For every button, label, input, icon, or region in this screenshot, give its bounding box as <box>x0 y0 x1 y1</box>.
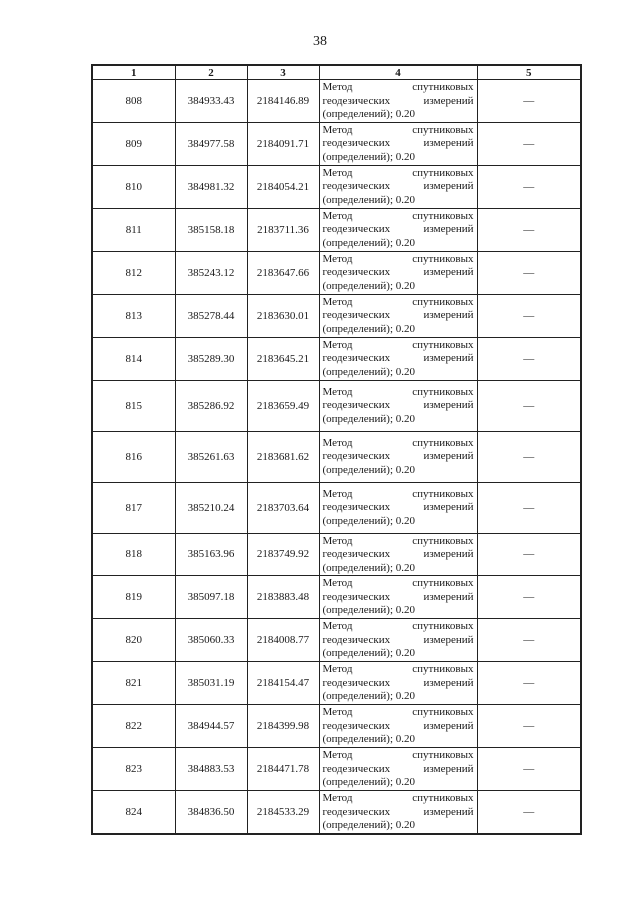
method-cell <box>319 165 477 208</box>
method-word: геодезических <box>322 548 391 560</box>
y-coordinate-cell: 2184399.98 <box>247 705 319 748</box>
coordinates-table-container <box>91 64 580 835</box>
method-cell <box>319 705 477 748</box>
method-word: спутниковых <box>412 436 474 449</box>
method-accuracy: (определений); 0.20 <box>322 561 416 574</box>
y-coordinate-cell: 2184008.77 <box>247 619 319 662</box>
x-coordinate-cell: 385060.33 <box>175 619 247 662</box>
method-word: геодезических <box>322 450 391 463</box>
header-col-3: 3 <box>247 65 319 80</box>
method-word: геодезических <box>322 633 391 646</box>
x-coordinate-cell: 385278.44 <box>175 294 247 337</box>
y-coordinate-cell: 2183681.62 <box>247 431 319 482</box>
x-coordinate-cell: 385261.63 <box>175 431 247 482</box>
x-coordinate-cell: 384836.50 <box>175 791 247 834</box>
column-5-cell: — <box>477 294 581 337</box>
y-coordinate-cell: 2184054.21 <box>247 165 319 208</box>
table-row <box>92 662 581 705</box>
method-word: спутниковых <box>412 385 474 398</box>
y-coordinate-cell: 2184533.29 <box>247 791 319 834</box>
method-word: геодезических <box>322 309 391 322</box>
y-coordinate-cell: 2184471.78 <box>247 748 319 791</box>
method-word: спутниковых <box>412 792 474 804</box>
method-cell <box>319 619 477 662</box>
method-word: измерений <box>423 266 474 279</box>
method-accuracy: (определений); 0.20 <box>322 647 416 660</box>
x-coordinate-cell: 384981.32 <box>175 165 247 208</box>
point-number-cell: 811 <box>92 208 175 251</box>
method-word: спутниковых <box>412 577 474 590</box>
point-number-cell: 821 <box>92 662 175 705</box>
method-word: спутниковых <box>412 338 474 351</box>
y-coordinate-cell: 2184154.47 <box>247 662 319 705</box>
column-5-cell: — <box>477 80 581 123</box>
method-word: измерений <box>423 501 474 514</box>
table-row <box>92 165 581 208</box>
method-word: измерений <box>423 719 474 732</box>
column-5-cell: — <box>477 576 581 619</box>
method-accuracy: (определений); 0.20 <box>322 604 416 617</box>
point-number-cell: 818 <box>92 533 175 576</box>
method-accuracy: (определений); 0.20 <box>322 150 416 163</box>
method-word: Метод <box>322 577 353 590</box>
method-word: измерений <box>423 223 474 236</box>
method-cell <box>319 482 477 533</box>
method-word: Метод <box>322 706 353 719</box>
method-word: измерений <box>423 180 474 193</box>
method-word: геодезических <box>322 352 391 365</box>
column-5-cell: — <box>477 208 581 251</box>
method-word: Метод <box>322 166 353 179</box>
header-col-2: 2 <box>175 65 247 80</box>
table-row <box>92 619 581 662</box>
method-word: Метод <box>322 534 353 547</box>
table-row <box>92 80 581 123</box>
y-coordinate-cell: 2184091.71 <box>247 122 319 165</box>
x-coordinate-cell: 385158.18 <box>175 208 247 251</box>
method-word: измерений <box>423 548 474 560</box>
point-number-cell: 819 <box>92 576 175 619</box>
method-word: Метод <box>322 209 353 222</box>
method-word: геодезических <box>322 180 391 193</box>
point-number-cell: 808 <box>92 80 175 123</box>
method-accuracy: (определений); 0.20 <box>322 365 416 378</box>
method-word: Метод <box>322 81 353 93</box>
method-accuracy: (определений); 0.20 <box>322 514 416 527</box>
method-cell <box>319 791 477 834</box>
y-coordinate-cell: 2183883.48 <box>247 576 319 619</box>
table-row <box>92 208 581 251</box>
method-word: измерений <box>423 805 474 818</box>
method-cell <box>319 122 477 165</box>
method-cell <box>319 576 477 619</box>
method-word: спутниковых <box>412 209 474 222</box>
method-word: геодезических <box>322 762 391 775</box>
point-number-cell: 814 <box>92 337 175 380</box>
method-word: измерений <box>423 450 474 463</box>
x-coordinate-cell: 384944.57 <box>175 705 247 748</box>
x-coordinate-cell: 384883.53 <box>175 748 247 791</box>
table-row <box>92 482 581 533</box>
table-row <box>92 576 581 619</box>
y-coordinate-cell: 2184146.89 <box>247 80 319 123</box>
method-word: спутниковых <box>412 252 474 265</box>
method-accuracy: (определений); 0.20 <box>322 690 416 703</box>
column-5-cell: — <box>477 337 581 380</box>
column-5-cell: — <box>477 705 581 748</box>
x-coordinate-cell: 384933.43 <box>175 80 247 123</box>
x-coordinate-cell: 385243.12 <box>175 251 247 294</box>
point-number-cell: 817 <box>92 482 175 533</box>
y-coordinate-cell: 2183645.21 <box>247 337 319 380</box>
column-5-cell: — <box>477 619 581 662</box>
method-word: Метод <box>322 487 353 500</box>
point-number-cell: 810 <box>92 165 175 208</box>
y-coordinate-cell: 2183711.36 <box>247 208 319 251</box>
point-number-cell: 822 <box>92 705 175 748</box>
method-word: измерений <box>423 309 474 322</box>
page-number: 38 <box>313 34 327 49</box>
coordinates-table <box>91 64 582 835</box>
method-word: измерений <box>423 633 474 646</box>
table-row <box>92 791 581 834</box>
x-coordinate-cell: 385286.92 <box>175 380 247 431</box>
x-coordinate-cell: 385097.18 <box>175 576 247 619</box>
point-number-cell: 824 <box>92 791 175 834</box>
method-word: геодезических <box>322 676 391 689</box>
method-word: спутниковых <box>412 166 474 179</box>
x-coordinate-cell: 385289.30 <box>175 337 247 380</box>
method-cell <box>319 662 477 705</box>
header-col-5: 5 <box>477 65 581 80</box>
y-coordinate-cell: 2183703.64 <box>247 482 319 533</box>
table-row <box>92 294 581 337</box>
method-word: измерений <box>423 590 474 603</box>
column-5-cell: — <box>477 251 581 294</box>
method-accuracy: (определений); 0.20 <box>322 412 416 425</box>
table-row <box>92 122 581 165</box>
x-coordinate-cell: 385163.96 <box>175 533 247 576</box>
method-word: спутниковых <box>412 534 474 547</box>
method-accuracy: (определений); 0.20 <box>322 733 416 746</box>
y-coordinate-cell: 2183659.49 <box>247 380 319 431</box>
header-col-1: 1 <box>92 65 175 80</box>
table-row <box>92 431 581 482</box>
method-word: измерений <box>423 352 474 365</box>
column-5-cell: — <box>477 431 581 482</box>
table-header-row <box>92 65 581 80</box>
method-cell <box>319 337 477 380</box>
method-word: геодезических <box>322 94 391 107</box>
x-coordinate-cell: 385210.24 <box>175 482 247 533</box>
table-row <box>92 533 581 576</box>
table-row <box>92 337 581 380</box>
method-word: спутниковых <box>412 295 474 308</box>
method-cell <box>319 748 477 791</box>
method-accuracy: (определений); 0.20 <box>322 463 416 476</box>
method-accuracy: (определений); 0.20 <box>322 322 416 335</box>
method-word: спутниковых <box>412 749 474 762</box>
method-word: спутниковых <box>412 123 474 136</box>
method-word: спутниковых <box>412 663 474 676</box>
method-word: спутниковых <box>412 81 474 93</box>
y-coordinate-cell: 2183749.92 <box>247 533 319 576</box>
x-coordinate-cell: 385031.19 <box>175 662 247 705</box>
y-coordinate-cell: 2183630.01 <box>247 294 319 337</box>
method-word: геодезических <box>322 266 391 279</box>
method-cell <box>319 533 477 576</box>
method-word: спутниковых <box>412 706 474 719</box>
method-word: Метод <box>322 385 353 398</box>
method-accuracy: (определений); 0.20 <box>322 776 416 789</box>
method-accuracy: (определений); 0.20 <box>322 193 416 206</box>
point-number-cell: 812 <box>92 251 175 294</box>
method-word: геодезических <box>322 137 391 150</box>
method-word: геодезических <box>322 719 391 732</box>
column-5-cell: — <box>477 165 581 208</box>
method-word: геодезических <box>322 501 391 514</box>
method-word: Метод <box>322 436 353 449</box>
method-word: спутниковых <box>412 487 474 500</box>
method-cell <box>319 251 477 294</box>
column-5-cell: — <box>477 748 581 791</box>
method-accuracy: (определений); 0.20 <box>322 819 416 831</box>
y-coordinate-cell: 2183647.66 <box>247 251 319 294</box>
column-5-cell: — <box>477 122 581 165</box>
method-accuracy: (определений); 0.20 <box>322 279 416 292</box>
point-number-cell: 823 <box>92 748 175 791</box>
method-word: геодезических <box>322 399 391 412</box>
method-accuracy: (определений); 0.20 <box>322 236 416 249</box>
method-word: Метод <box>322 338 353 351</box>
method-word: Метод <box>322 295 353 308</box>
column-5-cell: — <box>477 380 581 431</box>
x-coordinate-cell: 384977.58 <box>175 122 247 165</box>
method-word: Метод <box>322 663 353 676</box>
method-cell <box>319 208 477 251</box>
point-number-cell: 816 <box>92 431 175 482</box>
method-word: геодезических <box>322 223 391 236</box>
column-5-cell: — <box>477 482 581 533</box>
method-word: Метод <box>322 252 353 265</box>
table-body <box>92 80 581 834</box>
point-number-cell: 820 <box>92 619 175 662</box>
point-number-cell: 813 <box>92 294 175 337</box>
method-word: Метод <box>322 749 353 762</box>
table-row <box>92 380 581 431</box>
column-5-cell: — <box>477 791 581 834</box>
method-word: измерений <box>423 762 474 775</box>
method-word: Метод <box>322 123 353 136</box>
method-cell <box>319 80 477 123</box>
method-cell <box>319 294 477 337</box>
table-row <box>92 705 581 748</box>
method-word: геодезических <box>322 805 391 818</box>
column-5-cell: — <box>477 533 581 576</box>
point-number-cell: 815 <box>92 380 175 431</box>
column-5-cell: — <box>477 662 581 705</box>
header-col-4: 4 <box>319 65 477 80</box>
method-word: измерений <box>423 94 474 107</box>
method-word: измерений <box>423 399 474 412</box>
table-row <box>92 251 581 294</box>
method-word: геодезических <box>322 590 391 603</box>
table-row <box>92 748 581 791</box>
method-accuracy: (определений); 0.20 <box>322 108 416 120</box>
method-word: Метод <box>322 792 353 804</box>
method-word: спутниковых <box>412 620 474 633</box>
method-word: Метод <box>322 620 353 633</box>
method-cell <box>319 431 477 482</box>
method-word: измерений <box>423 137 474 150</box>
point-number-cell: 809 <box>92 122 175 165</box>
method-word: измерений <box>423 676 474 689</box>
method-cell <box>319 380 477 431</box>
